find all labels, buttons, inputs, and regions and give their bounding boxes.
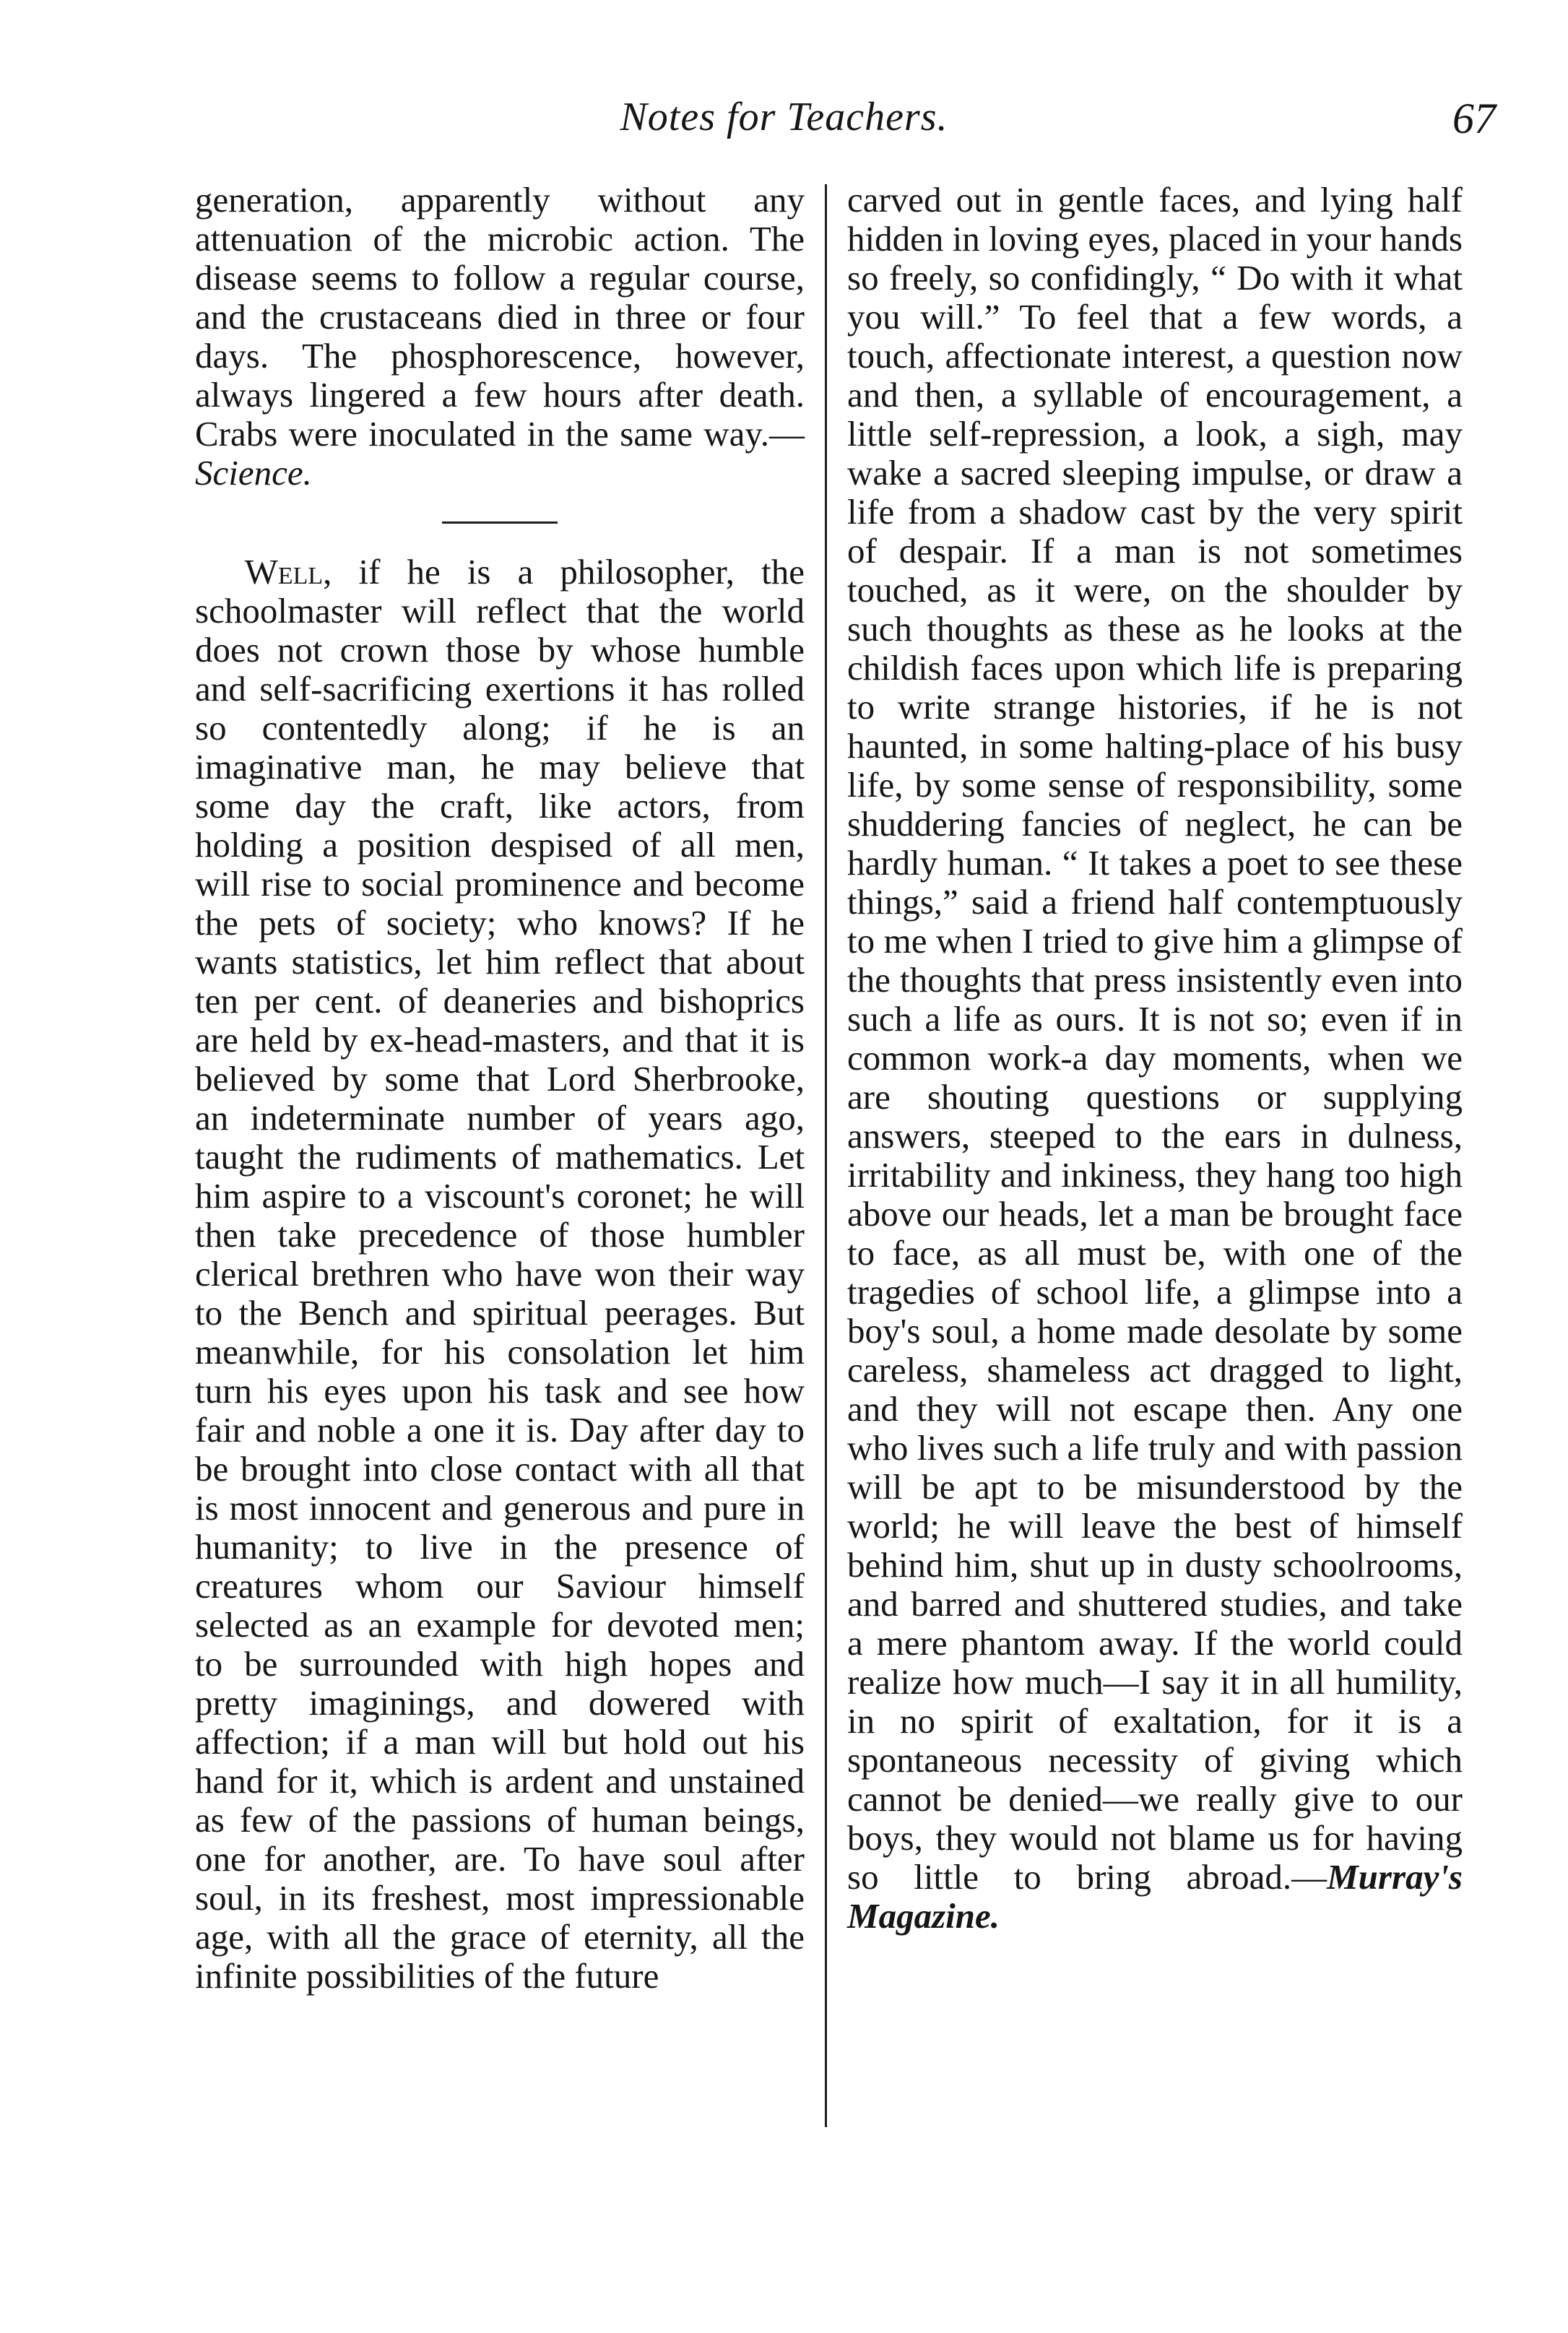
page-header <box>0 94 1568 152</box>
murrays-source: Murray's Magazine. <box>847 1857 1463 1936</box>
continued-paragraph-text: carved out in gentle faces, and lying half hidden in loving eyes, placed in your hands so freely, so confidingly, “ Do with it what you will.” To feel that a few words, a touch, affectionate interest, a question now and then, a syllable of encouragement, a little self-repression, a look, a sigh, may wake a sacred sleeping impulse, or draw a life from a shadow cast by the very spirit of despair. If a man is not sometimes touched, as it were, on the shoulder by such thoughts as these as he looks at the childish faces upon which life is preparing to write strange histories, if he is not haunted, in some halting-place of his busy life, by some sense of responsibility, some shuddering fancies of neglect, he can be hardly human. “ It takes a poet to see these things,” said a friend half contemptuously to me when I tried to give him a glimpse of the thoughts that press insistently even into such a life as ours. It is not so; even if in common work-a day moments, when we are shouting questions or supplying answers, steeped to the ears in dulness, irritability and inkiness, they hang too high above our heads, let a man be brought face to face, as all must be, with one of the tragedies of school life, a glimpse into a boy's soul, a home made desolate by some careless, shameless act dragged to light, and they will not escape then. Any one who lives such a life truly and with passion will be apt to be misunderstood by the world; he will leave the best of himself behind him, shut up in dusty schoolrooms, and barred and shuttered studies, and take a mere phantom away. If the world could realize how much—I say it in all humility, in no spirit of exaltation, for it is a spontaneous necessity of giving which cannot be denied—we really give to our boys, they would not blame us for having so little to bring abroad.— <box>847 180 1463 1897</box>
continued-paragraph <box>847 181 1463 1936</box>
page-number: 67 <box>1452 95 1496 142</box>
section-separator <box>442 521 558 524</box>
column-rule <box>825 184 827 2127</box>
science-source: Science. <box>195 453 312 493</box>
paragraph-lead-word: Well, <box>244 552 332 592</box>
science-paragraph-text: generation, apparently without any attenuation of the microbic action. The disease seems to follow a regular course, and the crustaceans died in three or four days. The phosphorescence, however, always lingered a few hours after death. Crabs were inoculated in the same way.— <box>195 180 805 454</box>
left-column <box>195 181 805 1996</box>
schoolmaster-paragraph-text: if he is a philosopher, the schoolmaster will reflect that the world does not crown those by whose humble and self-sacrificing exertions it has rolled so contentedly along; if he is an imaginative man, he may believe that some day the craft, like actors, from holding a position despised of all men, will rise to social prominence and become the pets of society; who knows? If he wants statistics, let him reflect that about ten per cent. of deaneries and bishoprics are held by ex-head-masters, and that it is believed by some that Lord Sherbrooke, an indeterminate number of years ago, taught the rudiments of mathematics. Let him aspire to a viscount's coronet; he will then take precedence of those humbler clerical brethren who have won their way to the Bench and spiritual peerages. But meanwhile, for his consolation let him turn his eyes upon his task and see how fair and noble a one it is. Day after day to be brought into close contact with all that is most innocent and generous and pure in humanity; to live in the presence of creatures whom our Saviour himself selected as an example for devoted men; to be surrounded with high hopes and pretty imaginings, and dowered with affection; if a man will but hold out his hand for it, which is ardent and unstained as few of the passions of human beings, one for another, are. To have soul after soul, in its freshest, most impressionable age, with all the grace of eternity, all the infinite possibilities of the future <box>195 552 805 1996</box>
science-paragraph <box>195 181 805 493</box>
right-column <box>847 181 1463 1936</box>
schoolmaster-paragraph <box>195 553 805 1996</box>
running-title: Notes for Teachers. <box>620 95 948 139</box>
